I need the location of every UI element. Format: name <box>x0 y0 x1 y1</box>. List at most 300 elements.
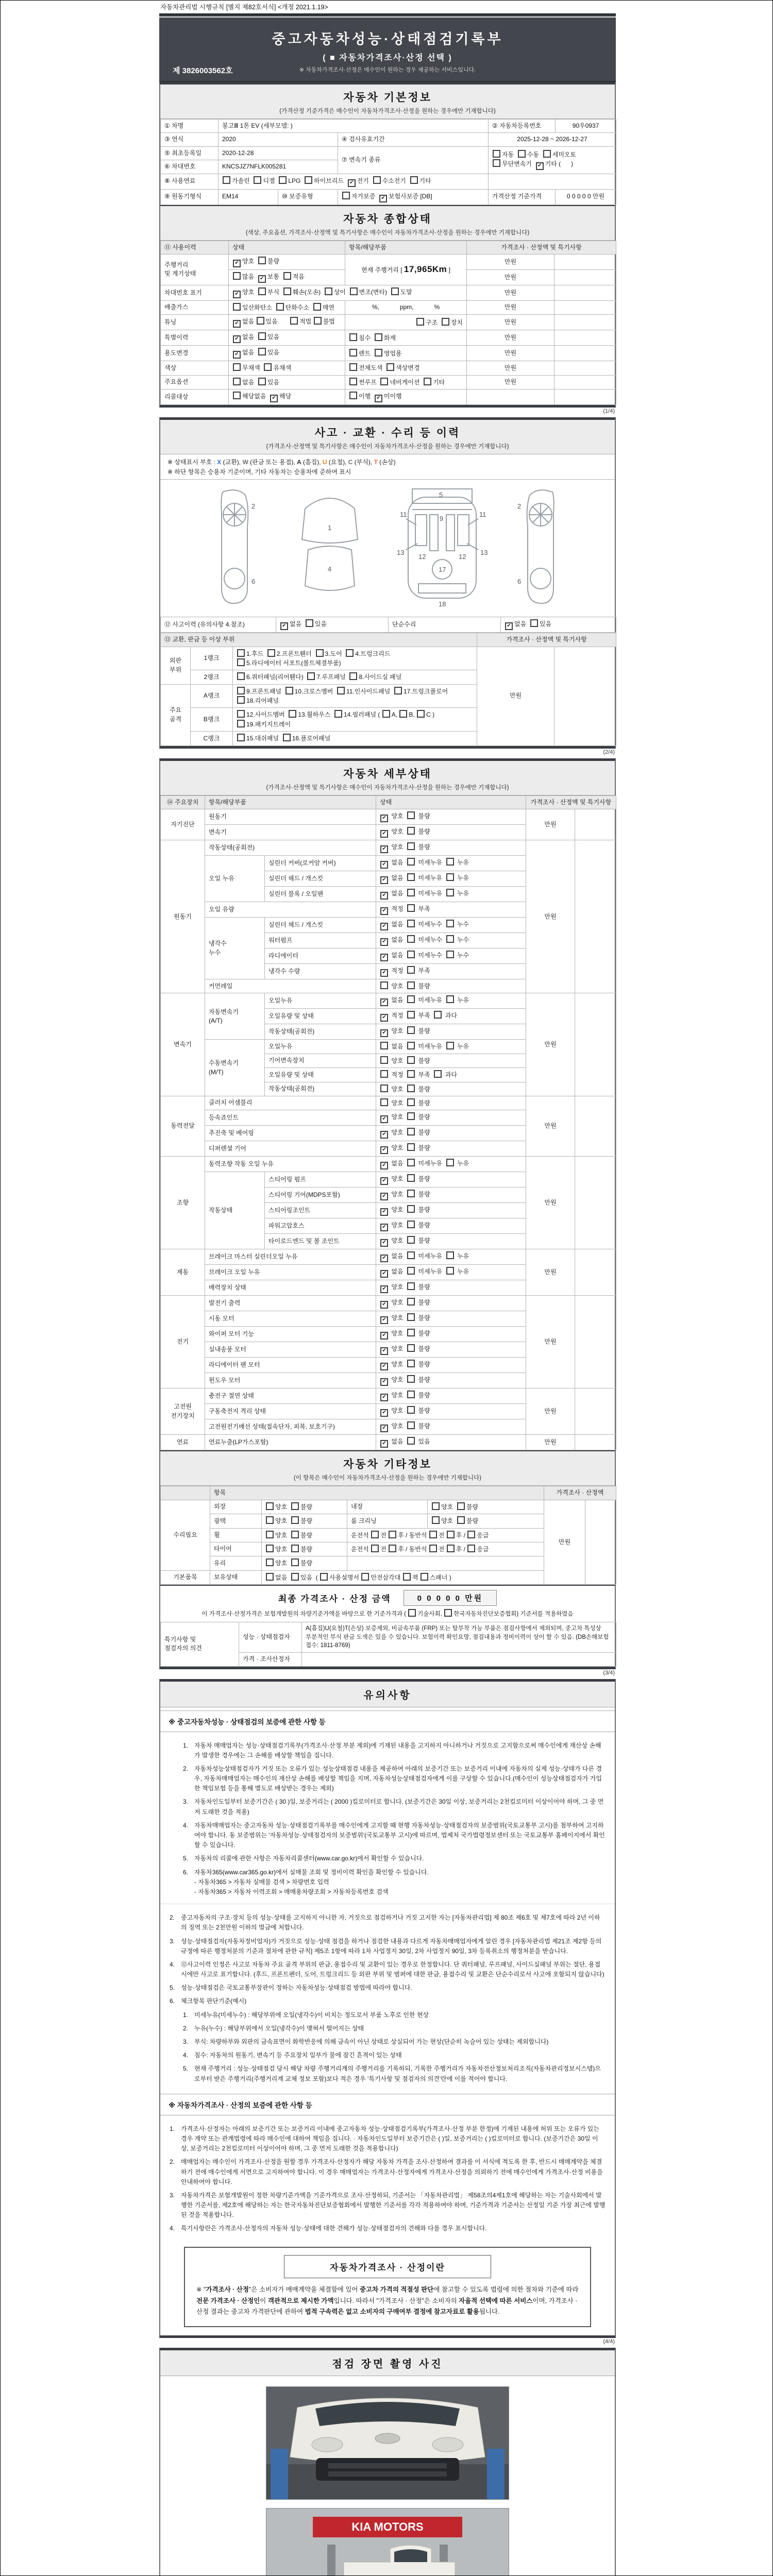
checkbox[interactable] <box>371 1545 379 1552</box>
checkbox-checked[interactable]: ✔ <box>380 830 388 838</box>
checkbox[interactable] <box>446 1159 454 1166</box>
checkbox[interactable] <box>237 672 245 680</box>
checkbox-checked[interactable]: ✔ <box>380 1409 388 1417</box>
checkbox[interactable] <box>380 1056 388 1064</box>
checkbox[interactable] <box>407 858 415 866</box>
checkbox[interactable] <box>407 1084 415 1092</box>
checkbox-checked[interactable]: ✔ <box>380 954 388 961</box>
checkbox[interactable] <box>446 858 454 866</box>
checkbox-checked[interactable]: ✔ <box>505 622 513 630</box>
checkbox[interactable] <box>291 1545 299 1552</box>
label-text: 매매업자는 매수인이 가격조사·산정을 원할 경우 가격조사·산정자가 해당 자동차 가격을 조사·산정하여 결과를 이 서식에 적도록 한 후, 반드시 매매계약을 체결하기 전에 매수인에게 서면으로 고지하여야 합니다. 이 경우 매매업자는 가격조사·산정자에게 가격조사·산정을 의뢰하기 전에 매수인에게 가격조사·산정 비용을 안내하여야 합니다. <box>181 2158 603 2185</box>
checkbox[interactable] <box>290 317 298 325</box>
checkbox[interactable] <box>233 303 241 311</box>
cell <box>219 133 338 146</box>
checkbox[interactable] <box>237 696 245 704</box>
checkbox[interactable] <box>264 363 272 371</box>
checkbox[interactable] <box>314 317 322 325</box>
checkbox-checked[interactable]: ✔ <box>380 1440 388 1448</box>
checkbox-checked[interactable]: ✔ <box>233 335 241 343</box>
checkbox[interactable] <box>407 1344 415 1352</box>
checkbox[interactable] <box>410 176 418 184</box>
checkbox[interactable] <box>258 332 266 340</box>
checkbox[interactable] <box>361 1573 369 1581</box>
checkbox[interactable] <box>375 333 382 341</box>
checkbox[interactable] <box>337 687 345 694</box>
checkbox[interactable] <box>258 257 266 264</box>
checkbox-checked[interactable]: ✔ <box>380 969 388 977</box>
checkbox[interactable] <box>349 363 357 371</box>
cell <box>265 1054 376 1067</box>
text-segment: 됩니다. <box>479 2308 500 2316</box>
label-text: 양호 <box>390 1206 407 1214</box>
checkbox-checked[interactable]: ✔ <box>380 1224 388 1231</box>
checkbox[interactable] <box>237 649 245 657</box>
cell <box>161 684 191 745</box>
checkbox[interactable] <box>266 1558 274 1566</box>
checkbox[interactable] <box>237 710 245 718</box>
checkbox[interactable] <box>446 920 454 927</box>
checkbox[interactable] <box>407 1360 415 1367</box>
checkbox[interactable] <box>408 1609 416 1617</box>
checkbox[interactable] <box>407 1313 415 1321</box>
label-text: 만원 <box>544 1438 557 1446</box>
checkbox[interactable] <box>457 1516 465 1524</box>
checkbox-checked[interactable]: ✔ <box>380 1425 388 1432</box>
label-text: 오일유량 및 상태 <box>268 1071 314 1078</box>
checkbox[interactable] <box>291 1558 299 1566</box>
checkbox[interactable] <box>334 710 342 718</box>
checkbox[interactable] <box>407 1298 415 1306</box>
cell <box>161 840 205 993</box>
label-text: 오일 누유 <box>209 874 234 882</box>
label-text: 커먼레일 <box>209 982 233 990</box>
checkbox[interactable] <box>421 1573 428 1581</box>
checkbox[interactable] <box>258 378 266 385</box>
label-text: 실린더 커버(로커암 커버) <box>268 859 336 867</box>
checkbox[interactable] <box>416 318 424 326</box>
table-row <box>161 300 616 314</box>
checkbox[interactable] <box>407 1070 415 1078</box>
cell <box>376 1218 526 1234</box>
checkbox[interactable] <box>346 649 354 657</box>
checkbox-checked[interactable]: ✔ <box>536 162 544 170</box>
checkbox[interactable] <box>237 658 245 666</box>
checkbox[interactable] <box>233 363 241 371</box>
checkbox[interactable] <box>386 363 394 371</box>
overall-status-note: (색상, 주요옵션, 가격조사·산정액 및 특기사항은 매수인이 자동차가격조사·산정을 원하는 경우에만 기재합니다) <box>245 229 530 236</box>
photos-box <box>159 2348 616 2576</box>
checkbox-checked[interactable]: ✔ <box>380 1239 388 1247</box>
checkbox-checked[interactable]: ✔ <box>380 1177 388 1185</box>
checkbox[interactable] <box>399 710 407 718</box>
checkbox-checked[interactable]: ✔ <box>380 1347 388 1355</box>
label-text: 수리필요 <box>173 1531 197 1539</box>
checkbox-checked[interactable]: ✔ <box>380 1029 388 1037</box>
checkbox[interactable] <box>291 1516 299 1524</box>
checkbox[interactable] <box>493 159 500 167</box>
checkbox[interactable] <box>434 1070 442 1078</box>
checkbox[interactable] <box>530 619 538 627</box>
label-text: 후 / <box>456 1545 467 1553</box>
checkbox[interactable] <box>432 1502 440 1510</box>
checkbox[interactable] <box>380 1042 388 1049</box>
checkbox[interactable] <box>417 710 425 718</box>
label-text: 동력전달 <box>171 1122 195 1130</box>
checkbox-checked[interactable]: ✔ <box>380 1301 388 1309</box>
label-text: 항목/해당부품 <box>209 798 246 806</box>
checkbox[interactable] <box>407 811 415 819</box>
cell <box>347 1528 544 1542</box>
checkbox-checked[interactable]: ✔ <box>380 1378 388 1386</box>
checkbox[interactable] <box>267 649 275 657</box>
cell <box>265 964 376 979</box>
checkbox[interactable] <box>407 1112 415 1120</box>
checkbox[interactable] <box>283 287 291 295</box>
checkbox[interactable] <box>543 150 551 158</box>
cell <box>302 1622 616 1653</box>
cell <box>376 1296 526 1311</box>
checkbox[interactable] <box>407 1143 415 1151</box>
checkbox[interactable] <box>493 150 500 158</box>
label-text: ① 차명 <box>164 122 184 129</box>
page-marker-3: (3/4) <box>603 1669 615 1676</box>
checkbox-checked[interactable]: ✔ <box>233 320 241 328</box>
notice-list-b <box>160 1904 615 2091</box>
cell <box>210 1514 262 1528</box>
checkbox-checked[interactable]: ✔ <box>380 1394 388 1401</box>
checkbox[interactable] <box>373 176 381 184</box>
checkbox[interactable] <box>446 935 454 943</box>
checkbox[interactable] <box>394 687 402 694</box>
checkbox[interactable] <box>371 1531 379 1538</box>
checkbox-checked[interactable]: ✔ <box>380 845 388 853</box>
label-text: 18.리어패널 <box>246 697 279 705</box>
checkbox[interactable] <box>407 1190 415 1197</box>
checkbox[interactable] <box>254 176 261 184</box>
checkbox[interactable] <box>407 1406 415 1414</box>
note-item <box>183 1868 606 1897</box>
cell <box>191 647 233 670</box>
label-text: 주요옵션 <box>164 378 189 386</box>
checkbox[interactable] <box>429 1545 437 1552</box>
checkbox[interactable] <box>283 272 291 280</box>
checkbox[interactable] <box>349 392 357 399</box>
checkbox-checked[interactable]: ✔ <box>380 815 388 822</box>
checkbox-checked[interactable]: ✔ <box>379 195 387 202</box>
label-text: 조향 <box>176 1199 189 1207</box>
checkbox-checked[interactable]: ✔ <box>348 179 356 187</box>
cell <box>376 1126 526 1141</box>
cell <box>229 375 345 389</box>
checkbox[interactable] <box>382 710 390 718</box>
checkbox-checked[interactable]: ✔ <box>258 275 266 283</box>
checkbox[interactable] <box>407 995 415 1003</box>
checkbox[interactable] <box>391 287 399 295</box>
text-segment: (교환), <box>221 459 243 466</box>
label-text: LPG <box>288 177 304 184</box>
cell <box>205 1096 376 1110</box>
checkbox[interactable] <box>407 904 415 912</box>
checkbox[interactable] <box>266 1516 274 1524</box>
checkbox-checked[interactable]: ✔ <box>380 1193 388 1200</box>
label-text: 미세누유 <box>416 890 446 897</box>
label-text: 스티어링조인트 <box>268 1207 311 1214</box>
checkbox[interactable] <box>237 720 245 727</box>
checkbox[interactable] <box>257 317 264 325</box>
checkbox[interactable] <box>349 349 357 357</box>
checkbox[interactable] <box>380 1098 388 1106</box>
checkbox[interactable] <box>320 1573 328 1581</box>
label-text: 자동차 매매업자는 성능·상태점검기록부(가격조사·산정 부분 제외)에 기재된 내용을 고지하지 아니하거나 거짓으로 고지함으로써 매수인에게 재산상 손해가 발생한 경우에는 그 손해를 배상할 책임을 집니다. <box>194 1741 601 1759</box>
checkbox[interactable] <box>305 176 312 184</box>
cell <box>575 1296 616 1388</box>
label-text: A, <box>391 711 399 719</box>
table-row <box>161 174 616 189</box>
cell <box>161 330 229 346</box>
cell <box>554 285 616 300</box>
checkbox[interactable] <box>316 649 324 657</box>
svg-text:13: 13 <box>397 549 405 557</box>
checkbox[interactable] <box>349 333 357 341</box>
label-text: 불량 <box>416 1085 430 1093</box>
note-number: 3. <box>183 1798 189 1806</box>
cell <box>467 254 554 269</box>
checkbox[interactable] <box>258 287 266 295</box>
checkbox[interactable] <box>223 176 230 184</box>
checkbox-checked[interactable]: ✔ <box>380 1131 388 1139</box>
checkbox-checked[interactable]: ✔ <box>380 1162 388 1170</box>
checkbox[interactable] <box>446 1267 454 1275</box>
checkbox[interactable] <box>389 1545 396 1552</box>
checkbox[interactable] <box>407 1329 415 1336</box>
checkbox[interactable] <box>403 1573 411 1581</box>
checkbox[interactable] <box>380 981 388 989</box>
checkbox-checked[interactable]: ✔ <box>380 923 388 930</box>
label-text: 실린더 블록 / 오일팬 <box>268 890 324 897</box>
checkbox[interactable] <box>313 303 321 311</box>
checkbox-checked[interactable]: ✔ <box>380 1332 388 1340</box>
checkbox[interactable] <box>266 1573 274 1581</box>
cell <box>556 120 616 133</box>
checkbox[interactable] <box>446 1042 454 1049</box>
label-text: 있음 <box>265 318 290 326</box>
checkbox-checked[interactable]: ✔ <box>380 892 388 900</box>
checkbox-checked[interactable]: ✔ <box>380 1255 388 1262</box>
checkbox[interactable] <box>446 873 454 881</box>
checkbox[interactable] <box>407 981 415 989</box>
checkbox[interactable] <box>407 1267 415 1275</box>
checkbox[interactable] <box>407 935 415 943</box>
checkbox-checked[interactable]: ✔ <box>380 876 388 884</box>
checkbox[interactable] <box>457 1502 465 1510</box>
checkbox[interactable] <box>442 318 449 326</box>
cell <box>233 684 477 708</box>
checkbox[interactable] <box>407 1221 415 1228</box>
checkbox[interactable] <box>444 1609 452 1617</box>
checkbox[interactable] <box>289 710 296 718</box>
checkbox[interactable] <box>233 378 241 385</box>
checkbox[interactable] <box>407 1056 415 1064</box>
checkbox[interactable] <box>291 1531 299 1538</box>
checkbox[interactable] <box>380 1084 388 1092</box>
checkbox[interactable] <box>518 150 526 158</box>
label-text: 냉각수 <box>209 940 227 947</box>
text-segment: C <box>348 459 353 466</box>
checkbox[interactable] <box>407 1159 415 1166</box>
checkbox-checked[interactable]: ✔ <box>280 622 288 630</box>
checkbox-checked[interactable]: ✔ <box>375 395 382 402</box>
checkbox-checked[interactable]: ✔ <box>380 907 388 915</box>
checkbox[interactable] <box>429 1531 437 1538</box>
cell <box>376 1419 526 1435</box>
note-text <box>194 2064 606 2083</box>
label-text: 구동축전지 격리 상태 <box>209 1408 266 1415</box>
checkbox[interactable] <box>237 687 245 694</box>
checkbox[interactable] <box>279 176 287 184</box>
cell <box>345 375 467 389</box>
checkbox-checked[interactable]: ✔ <box>270 395 278 402</box>
checkbox[interactable] <box>407 1282 415 1290</box>
checkbox[interactable] <box>407 1421 415 1429</box>
checkbox[interactable] <box>350 287 358 295</box>
cell <box>376 1141 526 1157</box>
label-text: 미세누유 <box>416 1160 446 1167</box>
checkbox[interactable] <box>447 1545 455 1552</box>
checkbox[interactable] <box>349 672 357 680</box>
label-text: 13.휠하우스 <box>298 711 334 719</box>
label-text: ⑬ 교환, 판금 등 이상 부위 <box>164 636 235 643</box>
checkbox[interactable] <box>407 951 415 958</box>
checkbox[interactable] <box>283 734 291 741</box>
label-text: 불량 <box>416 1027 430 1035</box>
checkbox-checked[interactable]: ✔ <box>380 1285 388 1293</box>
cell <box>489 146 616 174</box>
checkbox[interactable] <box>407 920 415 927</box>
checkbox[interactable] <box>407 1174 415 1182</box>
label-text: 불량 <box>416 1129 430 1137</box>
checkbox-checked[interactable]: ✔ <box>380 1363 388 1370</box>
note-text <box>181 2191 606 2221</box>
checkbox[interactable] <box>407 1437 415 1445</box>
cell <box>161 361 229 375</box>
checkbox[interactable] <box>325 287 332 295</box>
label-text: 미세누유 <box>416 1043 446 1050</box>
svg-text:18: 18 <box>439 600 446 608</box>
checkbox[interactable] <box>446 951 454 958</box>
checkbox[interactable] <box>407 827 415 835</box>
checkbox[interactable] <box>434 1011 442 1019</box>
checkbox[interactable] <box>380 378 388 385</box>
note-number: 2. <box>183 1765 189 1772</box>
checkbox[interactable] <box>285 687 293 694</box>
checkbox[interactable] <box>467 1531 475 1538</box>
checkbox-checked[interactable]: ✔ <box>380 861 388 869</box>
checkbox[interactable] <box>407 1042 415 1049</box>
checkbox[interactable] <box>407 1236 415 1244</box>
header-cell <box>229 241 345 254</box>
checkbox[interactable] <box>424 378 431 385</box>
checkbox-checked[interactable]: ✔ <box>380 1014 388 1022</box>
checkbox[interactable] <box>258 348 266 355</box>
checkbox[interactable] <box>380 1070 388 1078</box>
notice-list-a <box>160 1732 615 1904</box>
checkbox[interactable] <box>276 303 284 311</box>
checkbox-checked[interactable]: ✔ <box>380 1208 388 1216</box>
checkbox[interactable] <box>266 1502 274 1510</box>
checkbox-checked[interactable]: ✔ <box>380 998 388 1006</box>
checkbox-checked[interactable]: ✔ <box>380 1316 388 1324</box>
label-text: 현재 주행거리 [ <box>361 266 404 274</box>
label-text: 1랭크 <box>204 654 220 662</box>
checkbox[interactable] <box>375 349 382 357</box>
checkbox[interactable] <box>306 619 313 627</box>
label-text: 만원 <box>504 318 517 326</box>
checkbox[interactable] <box>233 392 241 399</box>
label-text: 가격조사 · 산정액 및 특기사항 <box>506 636 587 643</box>
checkbox[interactable] <box>266 1531 274 1538</box>
checkbox[interactable] <box>233 272 241 280</box>
checkbox[interactable] <box>307 672 315 680</box>
checkbox[interactable] <box>407 966 415 974</box>
checkbox-checked[interactable]: ✔ <box>380 938 388 946</box>
checkbox-checked[interactable]: ✔ <box>380 1270 388 1278</box>
checkbox[interactable] <box>237 734 245 741</box>
checkbox[interactable] <box>407 1375 415 1383</box>
cell <box>161 1157 205 1249</box>
checkbox[interactable] <box>407 1391 415 1398</box>
checkbox[interactable] <box>467 1545 475 1552</box>
checkbox[interactable] <box>407 1251 415 1259</box>
checkbox[interactable] <box>407 842 415 850</box>
checkbox[interactable] <box>447 1531 455 1538</box>
checkbox[interactable] <box>446 889 454 896</box>
label-text: 특기사항란은 가격조사·산정자의 자동차 성능·상태에 대한 견해가 성능·상태점검자의 견해와 다를 경우 표시합니다. <box>181 2225 487 2232</box>
checkbox-checked[interactable]: ✔ <box>233 351 241 359</box>
checkbox[interactable] <box>389 1531 396 1538</box>
checkbox[interactable] <box>407 889 415 896</box>
label-text: 기타 ( ) <box>545 160 574 168</box>
cell <box>161 1249 205 1296</box>
table-row <box>161 346 616 361</box>
checkbox[interactable] <box>446 1251 454 1259</box>
checkbox[interactable] <box>407 1011 415 1019</box>
checkbox-checked[interactable]: ✔ <box>233 291 241 298</box>
label-text: 매연 <box>322 303 334 311</box>
checkbox[interactable] <box>446 995 454 1003</box>
checkbox[interactable] <box>432 1516 440 1524</box>
checkbox[interactable] <box>342 192 350 199</box>
checkbox[interactable] <box>407 1026 415 1034</box>
checkbox-checked[interactable]: ✔ <box>380 1115 388 1123</box>
cell <box>205 856 265 902</box>
checkbox[interactable] <box>407 1205 415 1213</box>
checkbox[interactable] <box>407 873 415 881</box>
cell <box>265 948 376 964</box>
checkbox[interactable] <box>266 1545 274 1552</box>
checkbox[interactable] <box>291 1502 299 1510</box>
label-text: 안전삼각대 <box>371 1573 402 1581</box>
final-price-note <box>160 1608 615 1622</box>
checkbox[interactable] <box>349 378 357 385</box>
detail-header <box>160 761 615 795</box>
checkbox[interactable] <box>407 1098 415 1106</box>
checkbox[interactable] <box>291 1573 299 1581</box>
label-text: 와이퍼 모터 기능 <box>209 1330 254 1338</box>
checkbox-checked[interactable]: ✔ <box>233 260 241 267</box>
checkbox[interactable] <box>407 1128 415 1136</box>
checkbox-checked[interactable]: ✔ <box>380 1146 388 1154</box>
